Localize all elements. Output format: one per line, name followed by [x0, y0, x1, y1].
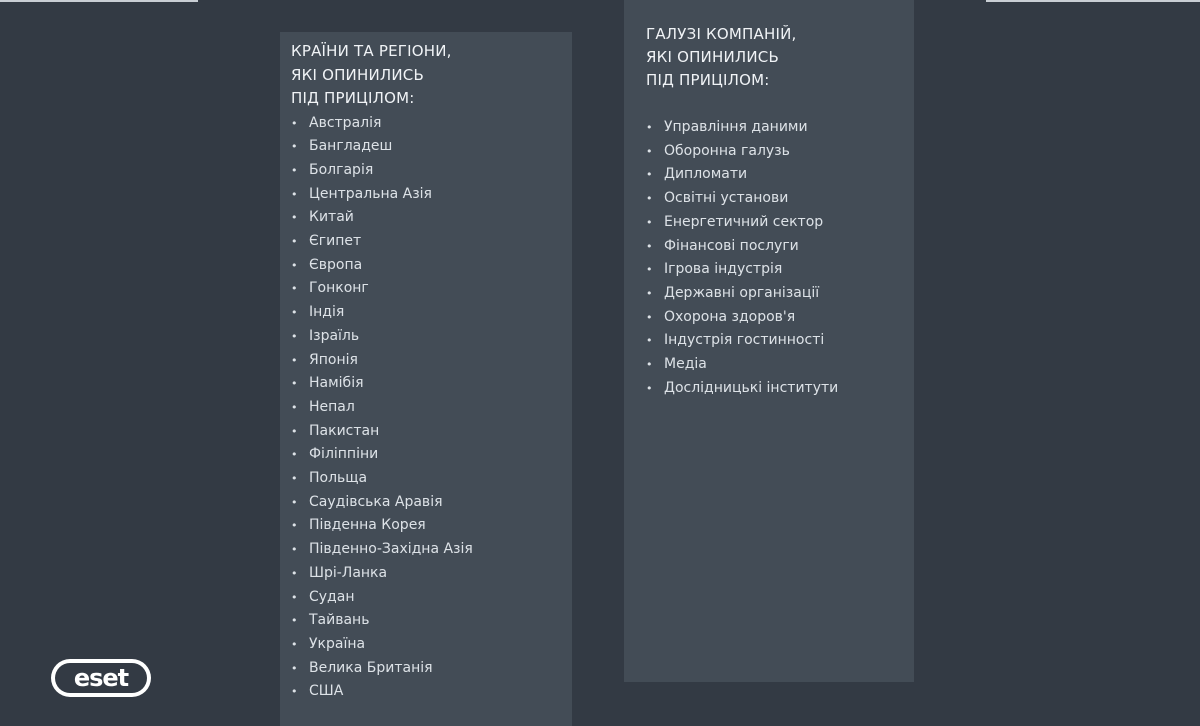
country-item: • Велика Британія [291, 657, 572, 681]
country-item: • Бангладеш [291, 135, 572, 159]
country-item: • Філіппіни [291, 443, 572, 467]
country-item: • Гонконг [291, 277, 572, 301]
country-item: • Польща [291, 467, 572, 491]
country-item: • Індія [291, 301, 572, 325]
country-item: • Шрі-Ланка [291, 562, 572, 586]
country-item: • Єгипет [291, 230, 572, 254]
country-item: • Намібія [291, 372, 572, 396]
industry-item: • Освітні установи [646, 187, 914, 211]
countries-panel [280, 32, 572, 726]
country-item: • Ізраїль [291, 325, 572, 349]
industry-item: • Управління даними [646, 116, 914, 140]
industry-item: • Дипломати [646, 163, 914, 187]
country-item: • Китай [291, 206, 572, 230]
top-divider-left [0, 0, 198, 2]
industries-panel-title: ГАЛУЗІ КОМПАНІЙ, ЯКІ ОПИНИЛИСЬ ПІД ПРИЦІЛОМ: [646, 25, 797, 89]
country-item: • Австралія [291, 112, 572, 136]
industry-item: • Державні організації [646, 282, 914, 306]
industry-item: • Медіа [646, 353, 914, 377]
country-item: • Європа [291, 254, 572, 278]
industries-list [646, 116, 914, 400]
country-item: • Україна [291, 633, 572, 657]
countries-panel-title: КРАЇНИ ТА РЕГІОНИ, ЯКІ ОПИНИЛИСЬ ПІД ПРИЦІЛОМ: [291, 42, 452, 107]
country-item: • Пакистан [291, 420, 572, 444]
country-item: • Південна Корея [291, 514, 572, 538]
country-item: • Тайвань [291, 609, 572, 633]
industry-item: • Ігрова індустрія [646, 258, 914, 282]
industry-item: • Індустрія гостинності [646, 329, 914, 353]
industry-item: • Дослідницькі інститути [646, 377, 914, 401]
country-item: • Японія [291, 349, 572, 373]
country-item: • США [291, 680, 572, 704]
industry-item: • Оборонна галузь [646, 140, 914, 164]
industries-panel [624, 0, 914, 682]
eset-logo-text: eset [55, 663, 147, 693]
country-item: • Непал [291, 396, 572, 420]
country-item: • Болгарія [291, 159, 572, 183]
industry-item: • Фінансові послуги [646, 235, 914, 259]
country-item: • Саудівська Аравія [291, 491, 572, 515]
country-item: • Центральна Азія [291, 183, 572, 207]
country-item: • Судан [291, 586, 572, 610]
top-divider-right [986, 0, 1200, 2]
countries-list [291, 112, 572, 705]
eset-logo [51, 659, 151, 697]
industry-item: • Охорона здоров'я [646, 306, 914, 330]
country-item: • Південно-Західна Азія [291, 538, 572, 562]
industry-item: • Енергетичний сектор [646, 211, 914, 235]
